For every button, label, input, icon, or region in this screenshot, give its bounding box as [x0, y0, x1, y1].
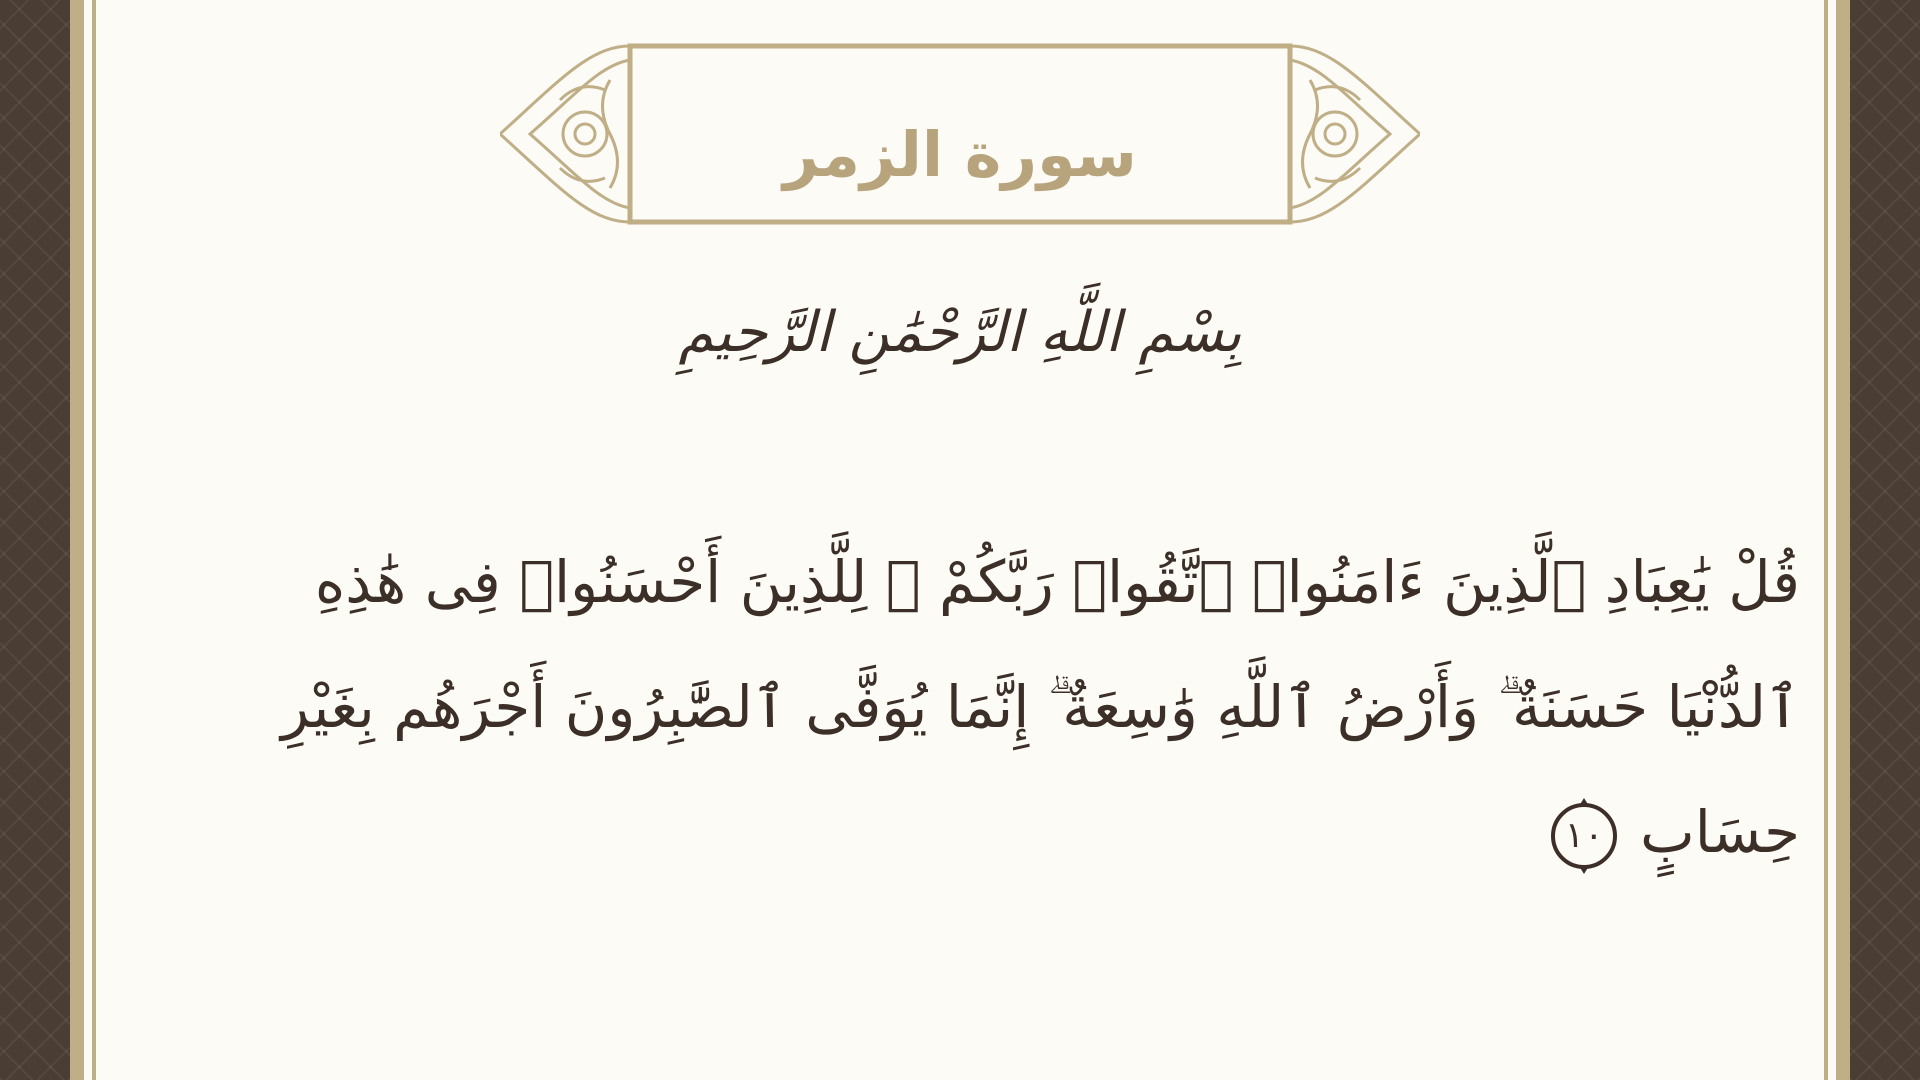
- ayah-end-marker: [1546, 798, 1622, 874]
- right-gold-line: [1824, 0, 1828, 1080]
- verse-text: [180, 520, 1800, 895]
- left-gold-stripe: [70, 0, 84, 1080]
- verse-line-2: ٱلدُّنْيَا حَسَنَةٌ ۗ وَأَرْضُ ٱللَّهِ وَٰسِعَةٌ ۗ إِنَّمَا يُوَفَّى ٱلصَّٰبِرُونَ أَجْرَهُم بِغَيْرِ: [281, 673, 1800, 741]
- surah-title-cartouche: [500, 40, 1420, 230]
- verse-line-1: قُلْ يَٰعِبَادِ ٱلَّذِينَ ءَامَنُوا۟ ٱتَّقُوا۟ رَبَّكُمْ ۚ لِلَّذِينَ أَحْسَنُوا۟ فِى هَٰذِهِ: [314, 548, 1800, 616]
- ayah-number: ١٠: [1564, 814, 1604, 856]
- left-ornamental-border: [0, 0, 70, 1080]
- left-gold-line: [92, 0, 96, 1080]
- basmala-calligraphy: بِسْمِ اللَّهِ الرَّحْمَٰنِ الرَّحِيمِ: [678, 300, 1242, 365]
- right-ornamental-border: [1850, 0, 1920, 1080]
- verse-line-3: [180, 770, 1800, 895]
- surah-title: سورة الزمر: [783, 118, 1137, 191]
- right-gold-stripe: [1836, 0, 1850, 1080]
- verse-line-3-text: حِسَابٍ: [1640, 798, 1800, 866]
